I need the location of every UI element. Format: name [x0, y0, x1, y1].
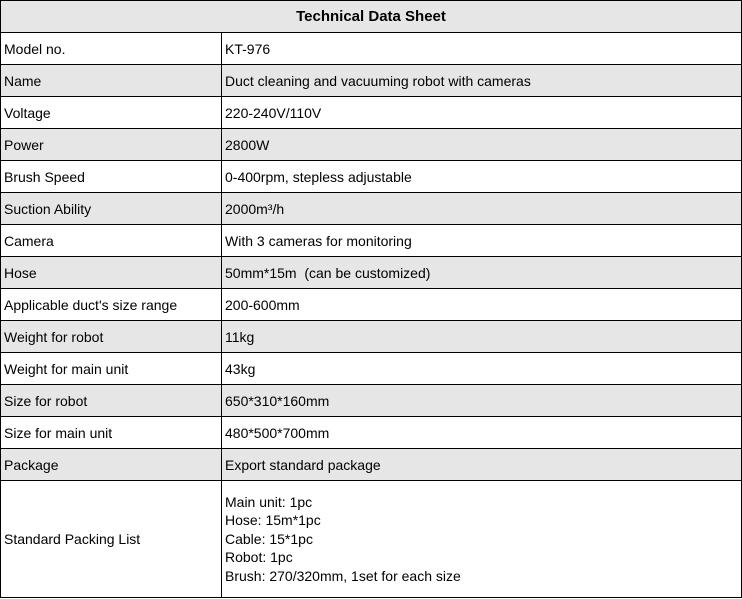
row-label-model: Model no.: [1, 33, 222, 65]
row-label-duct-size: Applicable duct's size range: [1, 289, 222, 321]
row-value-power: 2800W: [222, 129, 742, 161]
row-label-camera: Camera: [1, 225, 222, 257]
title-row: [1, 1, 742, 33]
table-row: [1, 481, 742, 598]
row-value-duct-size: 200-600mm: [222, 289, 742, 321]
table-row: [1, 129, 742, 161]
packing-item: Cable: 15*1pc: [225, 530, 313, 547]
row-label-voltage: Voltage: [1, 97, 222, 129]
table-row: [1, 161, 742, 193]
row-value-packing-list: [222, 481, 742, 598]
row-value-suction: 2000m³/h: [222, 193, 742, 225]
table-row: [1, 449, 742, 481]
row-label-suction: Suction Ability: [1, 193, 222, 225]
packing-item: Brush: 270/320mm, 1set for each size: [225, 567, 461, 584]
table-row: [1, 193, 742, 225]
table-row: [1, 289, 742, 321]
row-value-package: Export standard package: [222, 449, 742, 481]
row-label-package: Package: [1, 449, 222, 481]
row-value-model: KT-976: [222, 33, 742, 65]
row-value-size-main: 480*500*700mm: [222, 417, 742, 449]
row-value-name: Duct cleaning and vacuuming robot with cameras: [222, 65, 742, 97]
row-value-voltage: 220-240V/110V: [222, 97, 742, 129]
row-label-weight-main: Weight for main unit: [1, 353, 222, 385]
sheet-title: Technical Data Sheet: [1, 1, 742, 33]
packing-item: Hose: 15m*1pc: [225, 512, 321, 529]
table-row: [1, 225, 742, 257]
row-value-camera: With 3 cameras for monitoring: [222, 225, 742, 257]
packing-list: [225, 493, 741, 586]
table-row: [1, 65, 742, 97]
table-row: [1, 385, 742, 417]
table-row: [1, 257, 742, 289]
row-label-hose: Hose: [1, 257, 222, 289]
row-value-hose: 50mm*15m (can be customized): [222, 257, 742, 289]
row-value-size-robot: 650*310*160mm: [222, 385, 742, 417]
row-value-weight-robot: 11kg: [222, 321, 742, 353]
row-label-size-main: Size for main unit: [1, 417, 222, 449]
table-row: [1, 417, 742, 449]
row-label-packing-list: Standard Packing List: [1, 481, 222, 598]
table-row: [1, 33, 742, 65]
packing-item: Main unit: 1pc: [225, 493, 313, 510]
packing-item: Robot: 1pc: [225, 549, 293, 566]
table-row: [1, 97, 742, 129]
row-value-weight-main: 43kg: [222, 353, 742, 385]
row-label-power: Power: [1, 129, 222, 161]
table-row: [1, 321, 742, 353]
row-value-brush-speed: 0-400rpm, stepless adjustable: [222, 161, 742, 193]
row-label-brush-speed: Brush Speed: [1, 161, 222, 193]
table-row: [1, 353, 742, 385]
row-label-weight-robot: Weight for robot: [1, 321, 222, 353]
row-label-name: Name: [1, 65, 222, 97]
row-label-size-robot: Size for robot: [1, 385, 222, 417]
